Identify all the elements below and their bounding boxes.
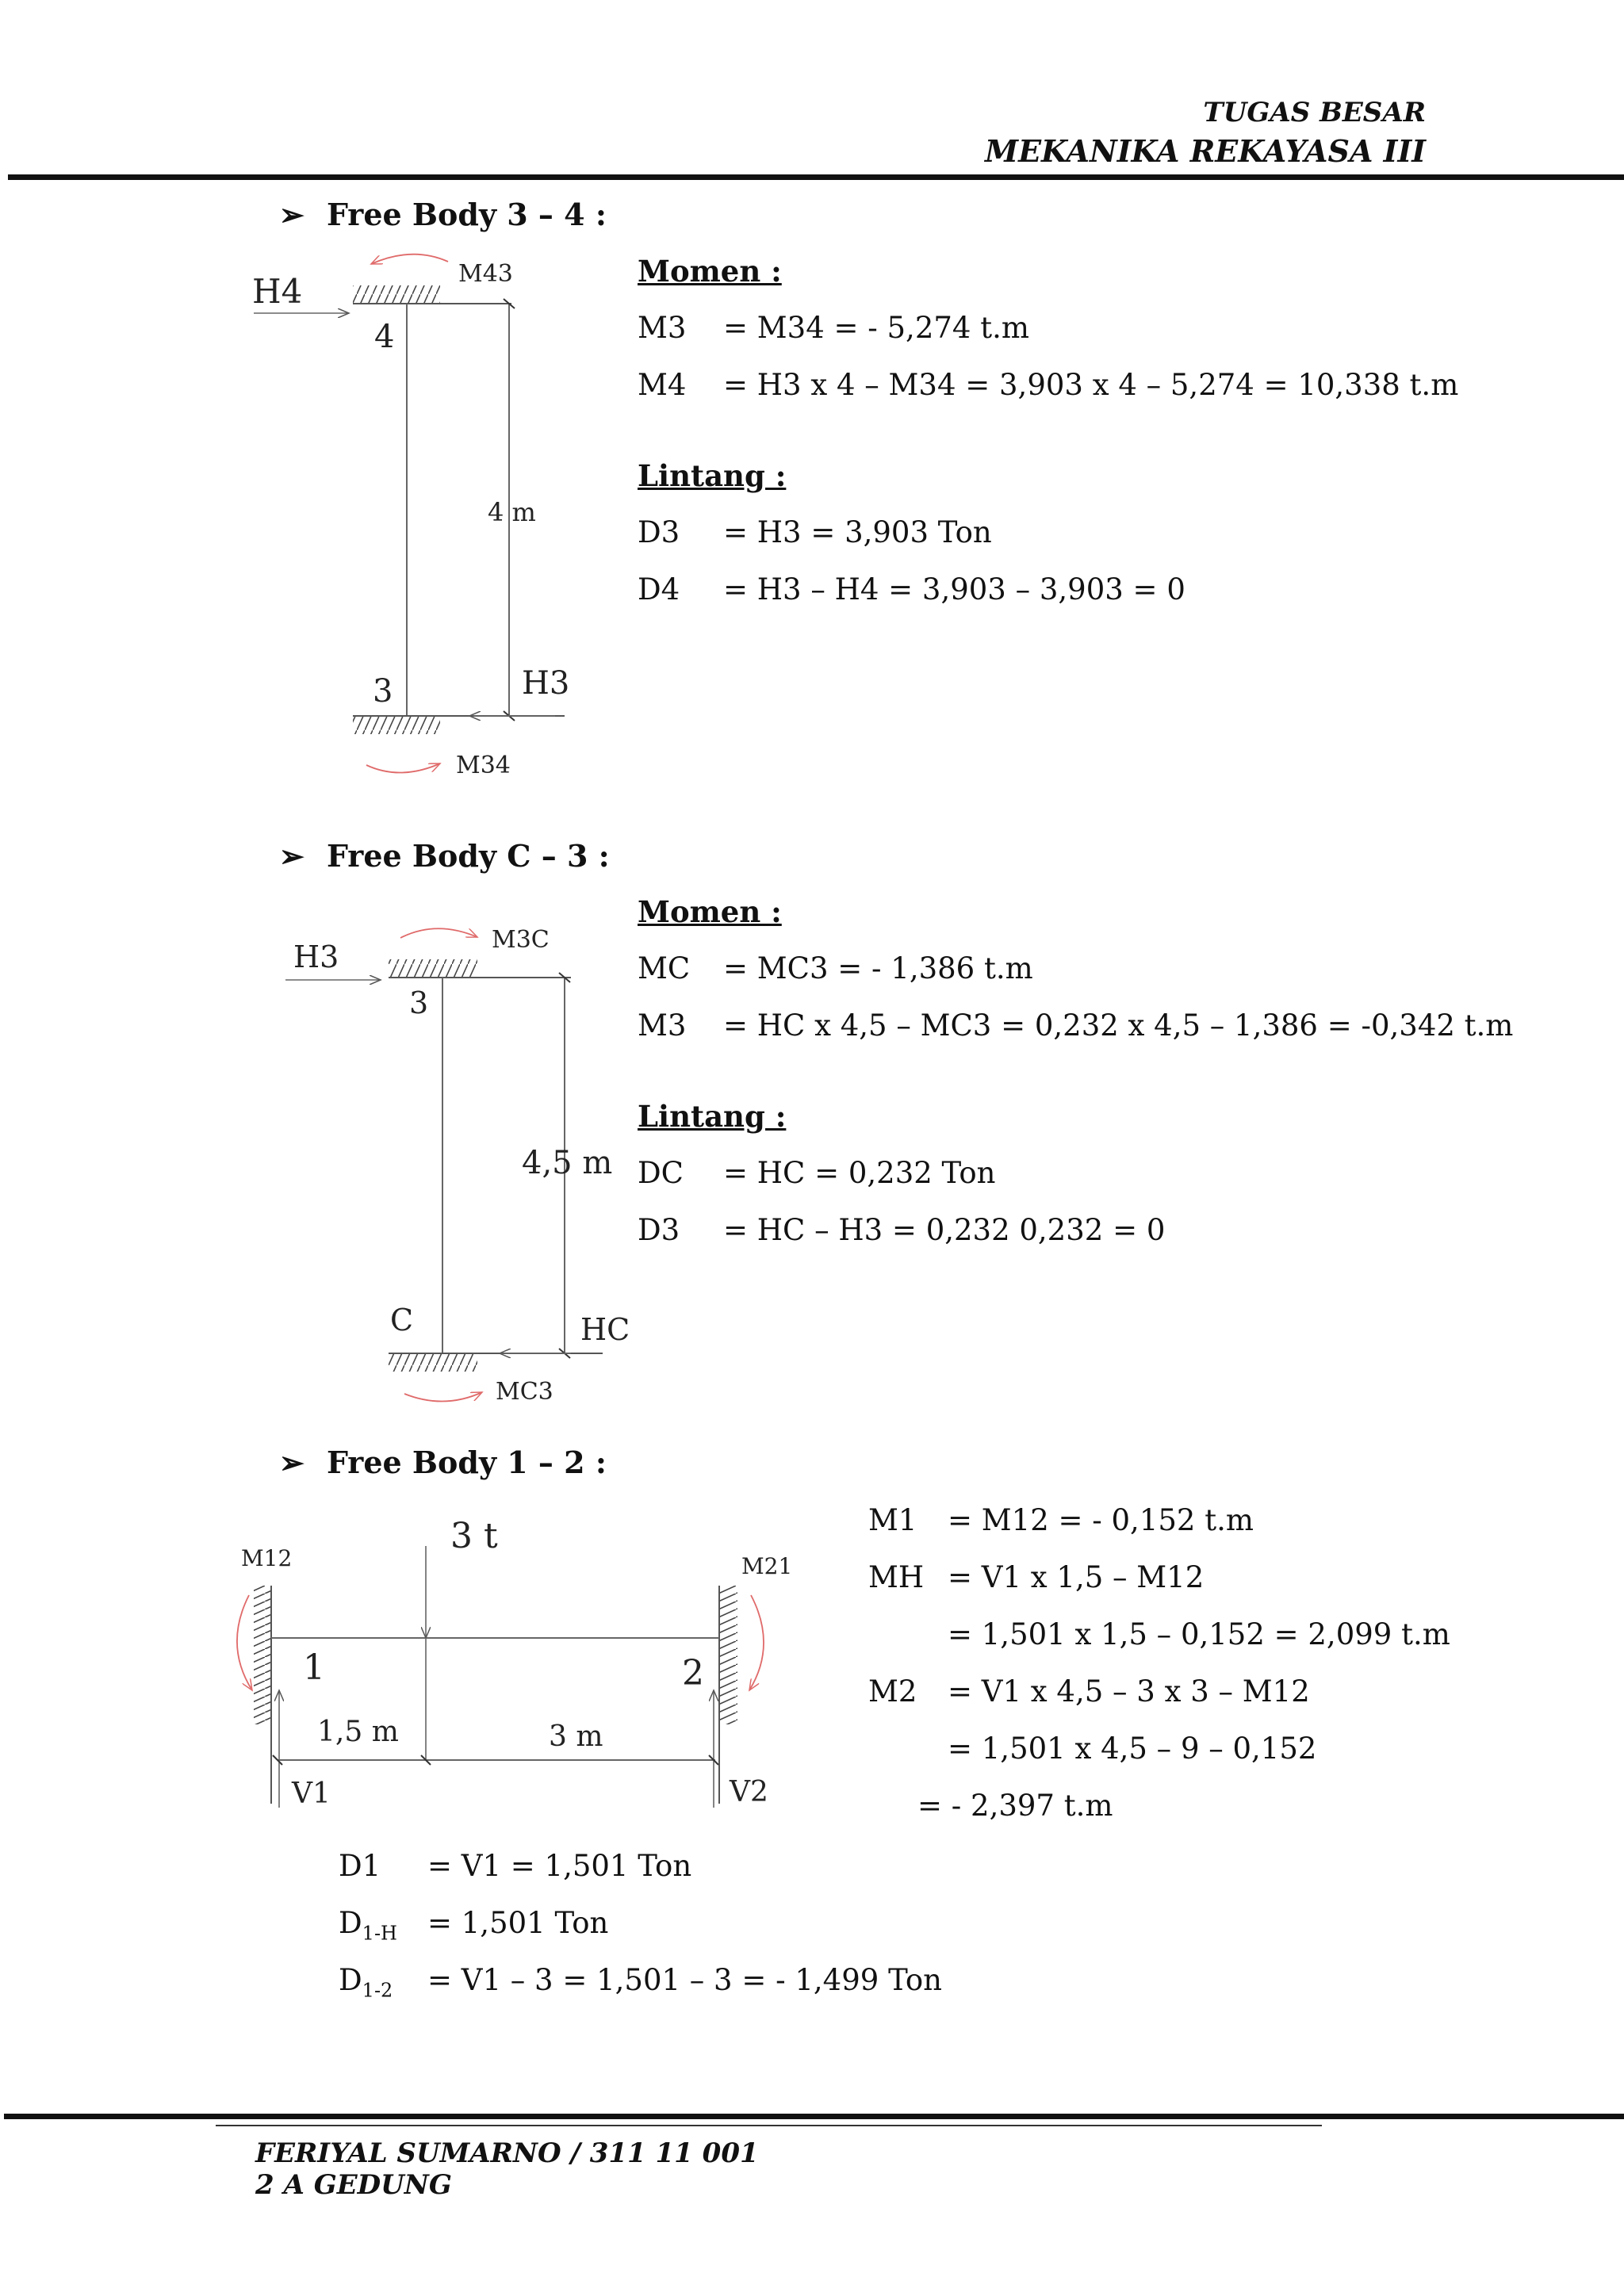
bullet-arrow-icon: ➢ [279,838,304,874]
fixed-support-right [720,1586,737,1724]
label-node-3: 3 [409,985,429,1020]
equation-row: M2 = V1 x 4,5 – 3 x 3 – M12 [868,1674,1310,1709]
moment-arrow-m34 [366,763,440,773]
moment-arrow-m43 [371,254,448,264]
equation-row: MC = MC3 = - 1,386 t.m [638,951,1033,985]
section-title-1-2: ➢ Free Body 1 – 2 : [279,1445,607,1480]
equation-row: $D_{1-2}$ = V1 – 3 = 1,501 – 3 = - 1,499 Ton [339,1963,942,2002]
label-node-1: 1 [303,1647,325,1688]
equation-row: M1 = M12 = - 0,152 t.m [868,1503,1254,1537]
equation-row: MH = V1 x 1,5 – M12 [868,1560,1205,1594]
moment-heading: Momen : [638,254,782,289]
equation-row: $D_{1-H}$ = 1,501 Ton [339,1906,609,1945]
equations-1-2-lintang [339,1849,1211,2020]
label-v1: V1 [292,1777,331,1810]
lintang-heading: Lintang : [638,1099,787,1134]
fixed-support-top [389,959,477,977]
bullet-arrow-icon: ➢ [279,197,304,232]
label-h3: H3 [293,939,339,974]
label-load: 3 t [450,1516,498,1556]
label-m21: M21 [741,1553,793,1579]
equation-row: M3 = M34 = - 5,274 t.m [638,311,1029,345]
section-title-c-3: ➢ Free Body C – 3 : [279,838,610,874]
label-h4: H4 [252,272,303,311]
equation-row: D3 = HC – H3 = 0,232 0,232 = 0 [638,1213,1166,1247]
label-mc3: MC3 [496,1378,553,1406]
equation-row: M3 = HC x 4,5 – MC3 = 0,232 x 4,5 – 1,386 = -0,342 t.m [638,1008,1514,1043]
moment-arrow-m3c [400,928,477,938]
moment-arrow-m12 [237,1595,252,1690]
equations-c-3 [638,894,1549,1270]
equation-row: D1 = V1 = 1,501 Ton [339,1849,692,1883]
label-node-4: 4 [374,319,395,355]
equation-row: D4 = H3 – H4 = 3,903 – 3,903 = 0 [638,572,1185,607]
fixed-support-left [254,1586,271,1724]
equation-row: = 1,501 x 4,5 – 9 – 0,152 [948,1732,1317,1766]
equations-3-4 [638,254,1510,629]
fixed-support-bottom [353,717,440,734]
footer-rule [4,2114,1624,2119]
equation-row: D3 = H3 = 3,903 Ton [638,515,992,549]
bullet-arrow-icon: ➢ [279,1445,304,1480]
header-title: TUGAS BESAR [1203,97,1426,128]
diagram-free-body-3-4 [238,242,587,797]
fixed-support-bottom [389,1354,477,1372]
fixed-support-top [353,285,440,303]
label-m34: M34 [456,752,511,779]
diagram-free-body-c-3 [270,912,634,1419]
label-hc: HC [580,1312,630,1347]
moment-arrow-m21 [749,1595,764,1690]
equation-row: = 1,501 x 1,5 – 0,152 = 2,099 t.m [948,1617,1450,1651]
section-title-3-4: ➢ Free Body 3 – 4 : [279,197,607,232]
equation-row: M4 = H3 x 4 – M34 = 3,903 x 4 – 5,274 = 10,338 t.m [638,368,1459,402]
moment-arrow-mc3 [404,1392,482,1402]
footer-author: FERIYAL SUMARNO / 311 11 001 [255,2137,759,2169]
label-m3c: M3C [492,926,550,954]
header-rule [8,174,1624,180]
equation-row: DC = HC = 0,232 Ton [638,1156,996,1190]
diagram-free-body-1-2 [230,1506,801,1823]
header-subtitle: MEKANIKA REKAYASA III [985,133,1426,169]
equations-1-2-moment [868,1503,1582,1846]
label-node-c: C [390,1303,414,1337]
footer-rule-thin [216,2125,1322,2126]
label-span-right: 3 m [549,1720,603,1753]
label-m43: M43 [458,260,513,288]
label-node-3: 3 [373,673,393,710]
label-span-left: 1,5 m [317,1716,399,1748]
label-h3: H3 [522,665,570,702]
lintang-heading: Lintang : [638,458,787,493]
label-v2: V2 [730,1776,768,1808]
label-node-2: 2 [682,1653,704,1693]
moment-heading: Momen : [638,894,782,929]
label-m12: M12 [241,1545,293,1571]
label-length: 4,5 m [522,1145,613,1181]
equation-row: = - 2,397 t.m [917,1789,1113,1823]
footer-class: 2 A GEDUNG [255,2169,452,2201]
label-length: 4 m [488,497,536,527]
